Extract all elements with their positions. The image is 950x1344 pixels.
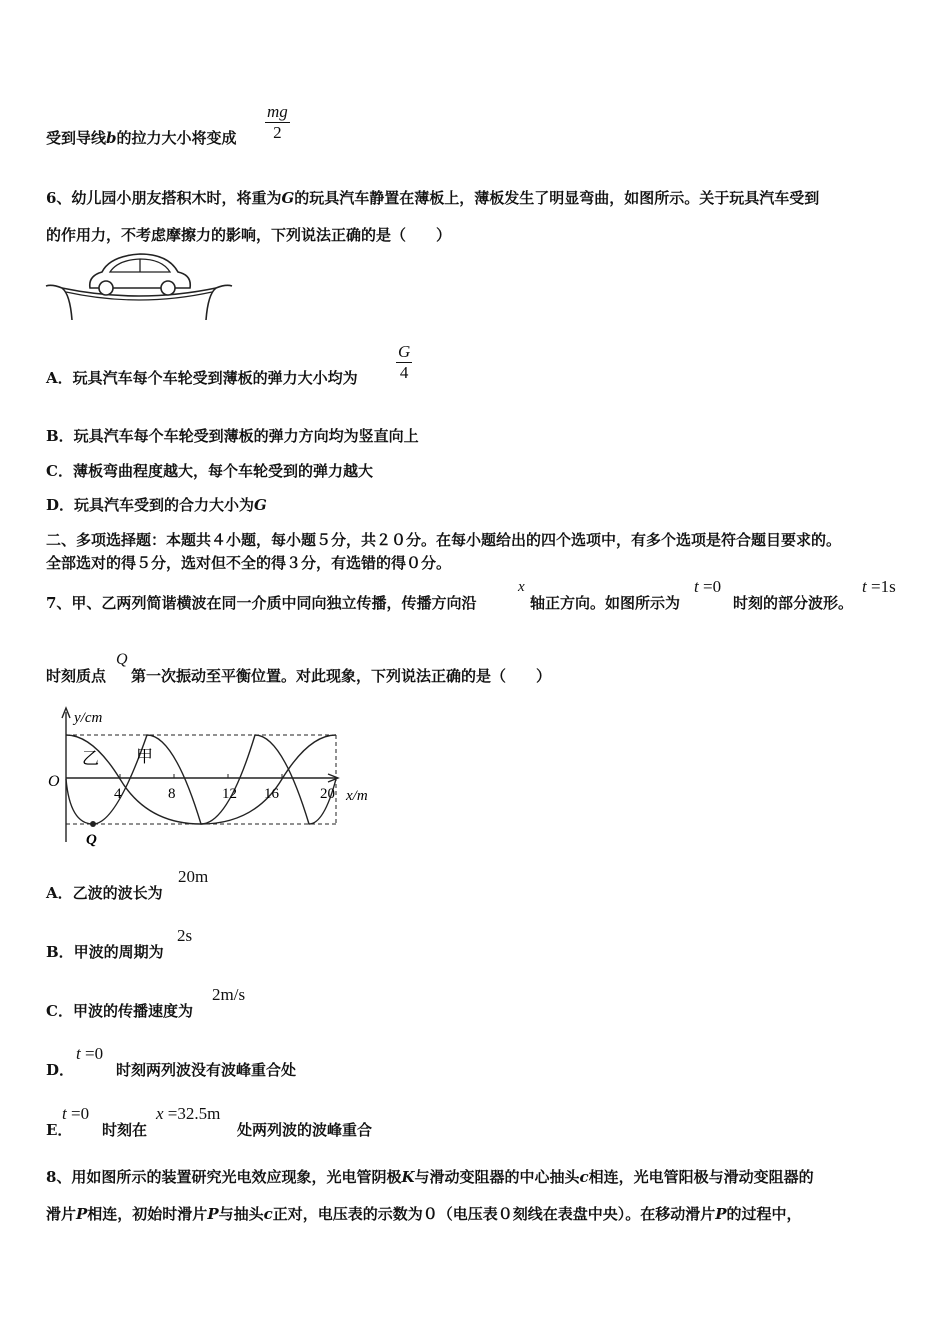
q7-option-c-val: 2m/s	[212, 985, 246, 1004]
q7-line1-b: 轴正方向。如图所示为	[530, 594, 681, 612]
q7-option-b-val: 2s	[177, 926, 193, 945]
q5-var-b: b	[106, 129, 117, 147]
wave-yi-curve	[66, 735, 336, 824]
q8-var-k: K	[401, 1168, 415, 1186]
q7-option-c: C．甲波的传播速度为	[46, 1002, 193, 1020]
q7-line2-a: 时刻质点	[46, 667, 107, 685]
q7-option-e-eq	[62, 1104, 89, 1124]
toy-car-figure	[44, 250, 234, 324]
q8-var-c: c	[579, 1168, 589, 1186]
q8-line1-b: 与滑动变阻器的中心抽头	[414, 1168, 580, 1186]
q8-line1	[46, 1166, 814, 1187]
q5-frac-num: mg	[267, 102, 288, 121]
section2-line1: 二、多项选择题：本题共４小题，每小题５分，共２０分。在每小题给出的四个选项中，有多个选项是符合题目要求的。	[46, 531, 842, 549]
y-axis-label: y/cm	[74, 710, 103, 726]
q7-var-x: x	[518, 579, 525, 595]
q7-line2-b: 第一次振动至平衡位置。对此现象，下列说法正确的是（ ）	[131, 667, 552, 685]
q6-option-a-num: G	[398, 342, 411, 361]
q7-option-a-val: 20m	[178, 867, 209, 886]
thin-board	[62, 288, 216, 296]
q7-option-e-xval: =32.5m	[163, 1104, 221, 1123]
q7-option-e-x	[156, 1104, 220, 1124]
q8-line2	[46, 1203, 802, 1224]
car-wheel-rear	[161, 281, 175, 295]
q5-tail-line	[46, 127, 237, 148]
q7-t1-rest: =1s	[866, 577, 896, 596]
point-q	[90, 821, 96, 827]
label-jia: 甲	[136, 747, 153, 766]
q7-line1-c: 时刻的部分波形。	[733, 594, 854, 612]
q8-line1-c: 相连，光电管阳极与滑动变阻器的	[588, 1168, 814, 1186]
q8-var-c2: c	[263, 1205, 273, 1223]
q8-line2-d: 正对，电压表的示数为０（电压表０刻线在表盘中央）。在移动滑片	[272, 1205, 716, 1223]
q6-option-a-text: A．玩具汽车每个车轮受到薄板的弹力大小均为	[46, 369, 358, 387]
label-yi: 乙	[82, 749, 99, 768]
q7-var-q: Q	[116, 651, 128, 668]
q8-var-p2: P	[207, 1205, 219, 1223]
q6-line2: 的作用力，不考虑摩擦力的影响，下列说法正确的是（ ）	[46, 226, 452, 244]
q7-option-d-text: 时刻两列波没有波峰重合处	[116, 1061, 297, 1079]
q5-text-b: 的拉力大小将变成	[116, 129, 237, 147]
q7-option-d-label: D．	[46, 1061, 75, 1079]
q7-line1-a: 7、甲、乙两列简谐横波在同一介质中同向独立传播，传播方向沿	[46, 594, 477, 612]
q7-option-e-xvar: x	[156, 1104, 164, 1123]
q7-option-e-end: 处两列波的波峰重合	[237, 1121, 373, 1139]
q7-t0	[694, 577, 721, 597]
q7-option-d-eqval: =0	[80, 1044, 104, 1063]
q6-option-d-var: G	[254, 496, 267, 514]
q8-line2-c: 与抽头	[218, 1205, 264, 1223]
q8-var-p3: P	[715, 1205, 727, 1223]
q8-line2-e: 的过程中，	[726, 1205, 802, 1223]
q6-option-d-text: D．玩具汽车受到的合力大小为	[46, 496, 255, 514]
q7-t1-t: t	[862, 577, 867, 596]
origin-label: O	[48, 773, 60, 790]
board-right-support	[206, 285, 232, 320]
q7-option-e-eqval: =0	[66, 1104, 90, 1123]
q7-t1	[862, 577, 896, 597]
q8-line2-a: 滑片	[46, 1205, 77, 1223]
q6-line1-a: 6、幼儿园小朋友搭积木时，将重为	[46, 189, 282, 207]
q7-line1	[46, 592, 476, 613]
tick-12: 12	[222, 786, 237, 802]
q7-option-e-t: t	[62, 1104, 67, 1123]
car-wheel-front	[99, 281, 113, 295]
q8-line1-a: 8、用如图所示的装置研究光电效应现象，光电管阴极	[46, 1168, 402, 1186]
q8-line2-b: 相连，初始时滑片	[87, 1205, 208, 1223]
q8-var-p1: P	[76, 1205, 88, 1223]
q6-line1	[46, 187, 819, 208]
tick-8: 8	[168, 786, 176, 802]
tick-4: 4	[114, 786, 122, 802]
q6-option-b: B．玩具汽车每个车轮受到薄板的弹力方向均为竖直向上	[46, 427, 419, 445]
q6-option-a	[46, 367, 358, 388]
q7-option-b: B．甲波的周期为	[46, 943, 164, 961]
tick-16: 16	[264, 786, 279, 802]
q7-option-d-t: t	[76, 1044, 81, 1063]
q7-option-a: A．乙波的波长为	[46, 884, 163, 902]
section2-line2: 全部选对的得５分，选对但不全的得３分，有选错的得０分。	[46, 554, 452, 572]
q6-line1-b: 的玩具汽车静置在薄板上，薄板发生了明显弯曲，如图所示。关于玩具汽车受到	[294, 189, 820, 207]
q6-var-g: G	[281, 189, 295, 207]
tick-20: 20	[320, 786, 335, 802]
q5-frac-den: 2	[273, 123, 282, 142]
q7-t0-t: t	[694, 577, 699, 596]
x-axis-label: x/m	[346, 788, 368, 804]
q7-line2	[46, 665, 106, 686]
q7-option-d-eq	[76, 1044, 103, 1064]
q7-option-e-label: E．	[46, 1121, 73, 1139]
q6-option-a-den: 4	[399, 363, 409, 382]
q6-option-d	[46, 494, 267, 515]
board-left-support	[46, 285, 72, 320]
wave-jia-curve	[66, 735, 336, 824]
q6-option-c: C．薄板弯曲程度越大，每个车轮受到的弹力越大	[46, 462, 373, 480]
q5-fraction	[265, 102, 290, 143]
q5-text-a: 受到导线	[46, 129, 107, 147]
label-q: Q	[86, 832, 97, 848]
wave-figure	[44, 702, 386, 850]
q7-t0-rest: =0	[698, 577, 722, 596]
q6-option-a-fraction	[396, 342, 412, 383]
q7-option-e-mid: 时刻在	[102, 1121, 148, 1139]
